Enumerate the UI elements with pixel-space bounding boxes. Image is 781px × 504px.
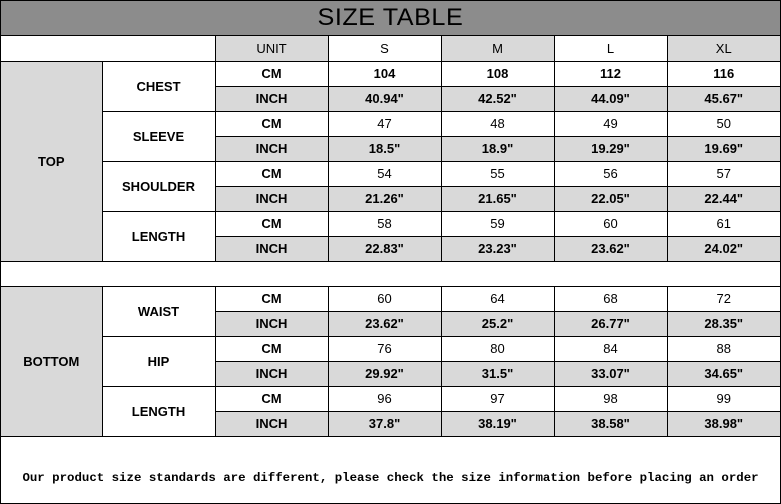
measure-label: SHOULDER	[102, 161, 215, 211]
unit-cell: CM	[215, 61, 328, 86]
table-row	[1, 336, 780, 361]
header-size-s: S	[328, 36, 441, 61]
value-cell: 112	[554, 61, 667, 86]
value-cell: 29.92"	[328, 361, 441, 386]
value-cell: 72	[667, 286, 780, 311]
measure-label: CHEST	[102, 61, 215, 111]
value-cell: 97	[441, 386, 554, 411]
unit-cell: INCH	[215, 311, 328, 336]
value-cell: 64	[441, 286, 554, 311]
value-cell: 104	[328, 61, 441, 86]
value-cell: 40.94"	[328, 86, 441, 111]
table-row	[1, 386, 780, 411]
size-table	[1, 36, 780, 437]
value-cell: 98	[554, 386, 667, 411]
value-cell: 96	[328, 386, 441, 411]
value-cell: 31.5"	[441, 361, 554, 386]
value-cell: 19.69"	[667, 136, 780, 161]
unit-cell: CM	[215, 336, 328, 361]
unit-cell: CM	[215, 211, 328, 236]
value-cell: 18.5"	[328, 136, 441, 161]
value-cell: 45.67"	[667, 86, 780, 111]
value-cell: 19.29"	[554, 136, 667, 161]
value-cell: 50	[667, 111, 780, 136]
unit-cell: CM	[215, 286, 328, 311]
unit-cell: INCH	[215, 136, 328, 161]
value-cell: 22.44"	[667, 186, 780, 211]
header-unit: UNIT	[215, 36, 328, 61]
unit-cell: INCH	[215, 236, 328, 261]
value-cell: 42.52"	[441, 86, 554, 111]
title-bar	[1, 1, 780, 36]
value-cell: 18.9"	[441, 136, 554, 161]
table-row	[1, 211, 780, 236]
value-cell: 37.8"	[328, 411, 441, 436]
value-cell: 99	[667, 386, 780, 411]
value-cell: 60	[554, 211, 667, 236]
table-row	[1, 161, 780, 186]
value-cell: 76	[328, 336, 441, 361]
header-size-l: L	[554, 36, 667, 61]
value-cell: 49	[554, 111, 667, 136]
value-cell: 88	[667, 336, 780, 361]
value-cell: 23.62"	[554, 236, 667, 261]
measure-label: WAIST	[102, 286, 215, 336]
unit-cell: INCH	[215, 86, 328, 111]
value-cell: 108	[441, 61, 554, 86]
header-size-xl: XL	[667, 36, 780, 61]
measure-label: LENGTH	[102, 211, 215, 261]
value-cell: 34.65"	[667, 361, 780, 386]
value-cell: 47	[328, 111, 441, 136]
value-cell: 59	[441, 211, 554, 236]
unit-cell: CM	[215, 161, 328, 186]
header-row	[1, 36, 780, 61]
table-row	[1, 111, 780, 136]
value-cell: 60	[328, 286, 441, 311]
value-cell: 56	[554, 161, 667, 186]
value-cell: 54	[328, 161, 441, 186]
value-cell: 38.58"	[554, 411, 667, 436]
value-cell: 22.05"	[554, 186, 667, 211]
value-cell: 48	[441, 111, 554, 136]
value-cell: 84	[554, 336, 667, 361]
unit-cell: INCH	[215, 186, 328, 211]
unit-cell: INCH	[215, 411, 328, 436]
value-cell: 23.23"	[441, 236, 554, 261]
value-cell: 44.09"	[554, 86, 667, 111]
value-cell: 38.98"	[667, 411, 780, 436]
measure-label: SLEEVE	[102, 111, 215, 161]
header-size-m: M	[441, 36, 554, 61]
value-cell: 55	[441, 161, 554, 186]
value-cell: 57	[667, 161, 780, 186]
group-label-top: TOP	[1, 61, 102, 261]
value-cell: 25.2"	[441, 311, 554, 336]
footer-note: Our product size standards are different, please check the size information before placing an order	[22, 470, 759, 485]
spacer-cell	[1, 261, 780, 286]
value-cell: 33.07"	[554, 361, 667, 386]
value-cell: 80	[441, 336, 554, 361]
value-cell: 58	[328, 211, 441, 236]
value-cell: 61	[667, 211, 780, 236]
value-cell: 22.83"	[328, 236, 441, 261]
value-cell: 26.77"	[554, 311, 667, 336]
table-row	[1, 61, 780, 86]
unit-cell: CM	[215, 111, 328, 136]
table-row	[1, 286, 780, 311]
value-cell: 21.26"	[328, 186, 441, 211]
header-blank-cell	[1, 36, 215, 61]
value-cell: 68	[554, 286, 667, 311]
spacer-row	[1, 261, 780, 286]
value-cell: 38.19"	[441, 411, 554, 436]
measure-label: HIP	[102, 336, 215, 386]
value-cell: 23.62"	[328, 311, 441, 336]
value-cell: 116	[667, 61, 780, 86]
value-cell: 21.65"	[441, 186, 554, 211]
value-cell: 28.35"	[667, 311, 780, 336]
measure-label: LENGTH	[102, 386, 215, 436]
unit-cell: INCH	[215, 361, 328, 386]
group-label-bottom: BOTTOM	[1, 286, 102, 436]
value-cell: 24.02"	[667, 236, 780, 261]
unit-cell: CM	[215, 386, 328, 411]
page-title: SIZE TABLE	[317, 4, 464, 31]
